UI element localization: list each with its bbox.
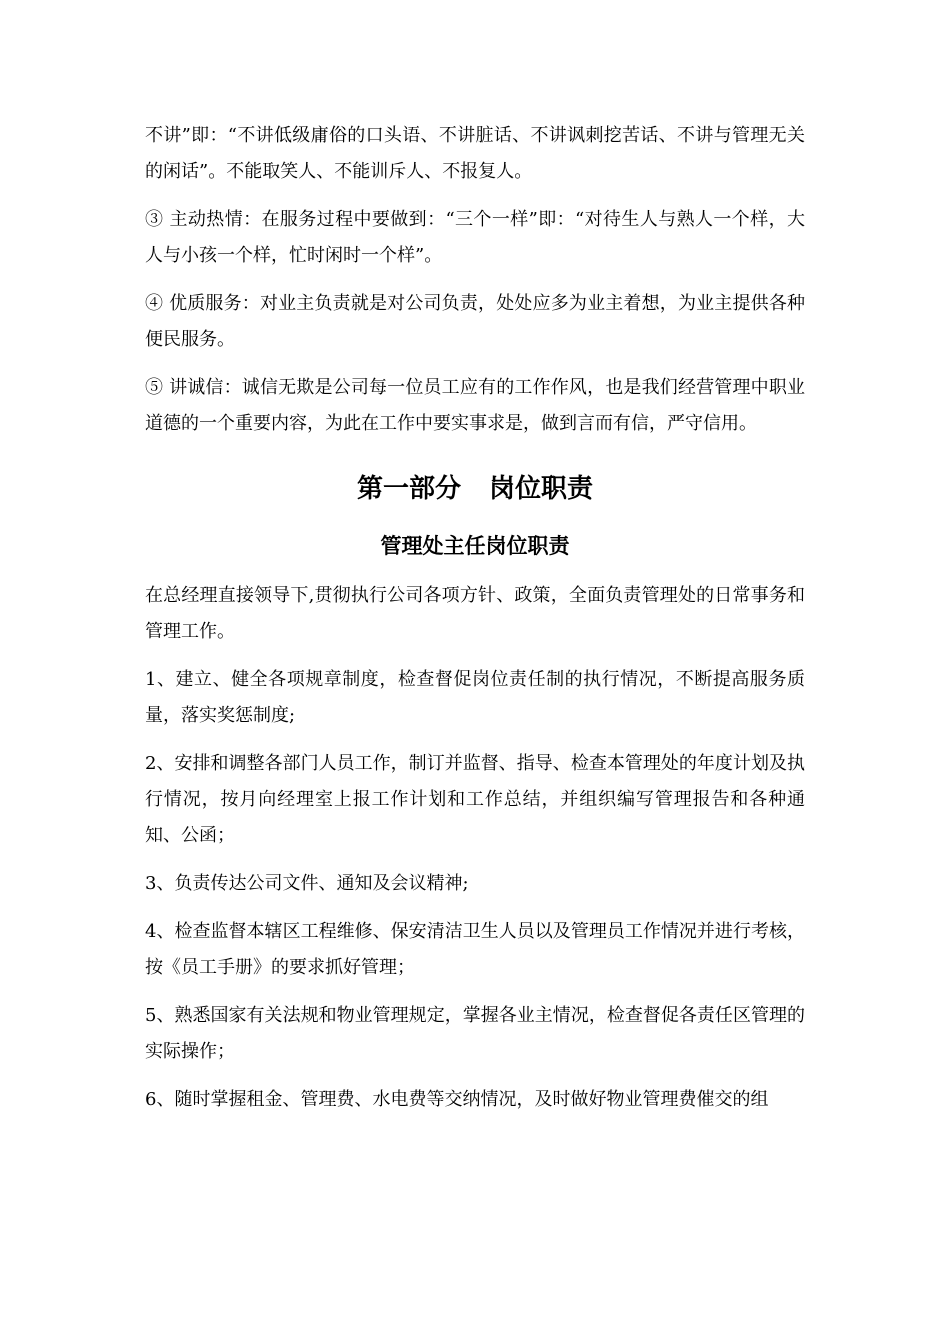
duty-item-4: 4、检查监督本辖区工程维修、保安清洁卫生人员以及管理员工作情况并进行考核，按《员工手册》的要求抓好管理； (145, 921, 805, 978)
duty-item-5: 5、熟悉国家有关法规和物业管理规定，掌握各业主情况，检查督促各责任区管理的实际操作； (145, 1005, 805, 1062)
duty-item-2: 2、安排和调整各部门人员工作，制订并监督、指导、检查本管理处的年度计划及执行情况，按月向经理室上报工作计划和工作总结，并组织编写管理报告和各种通知、公函； (145, 753, 805, 846)
part-label: 第一部分 (356, 474, 461, 504)
part-heading (145, 466, 805, 512)
section-subtitle: 管理处主任岗位职责 (380, 534, 570, 558)
part-title: 岗位职责 (489, 474, 594, 504)
document-page (145, 118, 805, 1130)
duty-item-1: 1、建立、健全各项规章制度，检查督促岗位责任制的执行情况，不断提高服务质量，落实奖惩制度; (145, 669, 805, 726)
paragraph-no-improper-speech: 不讲”即：“不讲低级庸俗的口头语、不讲脏话、不讲讽刺挖苦话、不讲与管理无关的闲话”。不能取笑人、不能训斥人、不报复人。 (145, 125, 805, 182)
paragraph-integrity: ⑤ 讲诚信：诚信无欺是公司每一位员工应有的工作作风，也是我们经营管理中职业道德的一个重要内容，为此在工作中要实事求是，做到言而有信，严守信用。 (145, 377, 805, 434)
paragraph-warm-service: ③ 主动热情：在服务过程中要做到：“三个一样”即：“对待生人与熟人一个样，大人与小孩一个样，忙时闲时一个样”。 (145, 209, 805, 266)
intro-paragraph: 在总经理直接领导下,贯彻执行公司各项方针、政策，全面负责管理处的日常事务和管理工作。 (145, 585, 805, 642)
paragraph-quality-service: ④ 优质服务：对业主负责就是对公司负责，处处应多为业主着想，为业主提供各种便民服务。 (145, 293, 805, 350)
duty-item-6: 6、随时掌握租金、管理费、水电费等交纳情况，及时做好物业管理费催交的组 (145, 1089, 769, 1110)
duty-item-3: 3、负责传达公司文件、通知及会议精神; (145, 873, 469, 894)
